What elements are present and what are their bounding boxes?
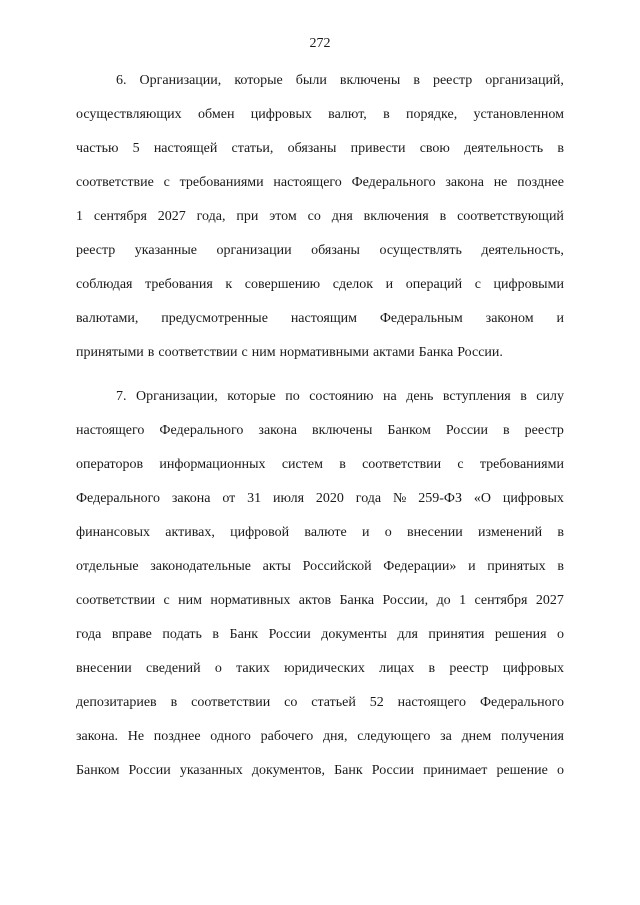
text-line: закона. Не позднее одного рабочего дня, следующего за днем получения [76, 729, 564, 744]
text-line: осуществляющих обмен цифровых валют, в порядке, установленном [76, 107, 564, 122]
text-line: Банком России указанных документов, Банк России принимает решение о [76, 763, 564, 778]
text-line: реестр указанные организации обязаны осуществлять деятельность, [76, 243, 564, 258]
text-line: принятыми в соответствии с ним нормативными актами Банка России. [76, 345, 503, 360]
text-line: соблюдая требования к совершению сделок и операций с цифровыми [76, 277, 564, 292]
text-line: 7. Организации, которые по состоянию на день вступления в силу [116, 389, 564, 404]
text-line: валютами, предусмотренные настоящим Федеральным законом и [76, 311, 564, 326]
text-line: частью 5 настоящей статьи, обязаны привести свою деятельность в [76, 141, 564, 156]
text-line: соответствии с ним нормативных актов Банка России, до 1 сентября 2027 [76, 593, 564, 608]
paragraph-7 [76, 380, 564, 788]
text-line: финансовых активах, цифровой валюте и о внесении изменений в [76, 525, 564, 540]
page-number: 272 [309, 36, 331, 51]
text-line: настоящего Федерального закона включены Банком России в реестр [76, 423, 564, 438]
text-line: соответствие с требованиями настоящего Федерального закона не позднее [76, 175, 564, 190]
paragraph-6 [76, 64, 564, 370]
text-line: внесении сведений о таких юридических лицах в реестр цифровых [76, 661, 564, 676]
text-line: отдельные законодательные акты Российской Федерации» и принятых в [76, 559, 564, 574]
text-line: 6. Организации, которые были включены в реестр организаций, [116, 73, 564, 88]
text-line: Федерального закона от 31 июля 2020 года № 259-ФЗ «О цифровых [76, 491, 564, 506]
text-line: 1 сентября 2027 года, при этом со дня включения в соответствующий [76, 209, 564, 224]
text-line: депозитариев в соответствии со статьей 52 настоящего Федерального [76, 695, 564, 710]
text-line: года вправе подать в Банк России документы для принятия решения о [76, 627, 564, 642]
text-line: операторов информационных систем в соответствии с требованиями [76, 457, 564, 472]
